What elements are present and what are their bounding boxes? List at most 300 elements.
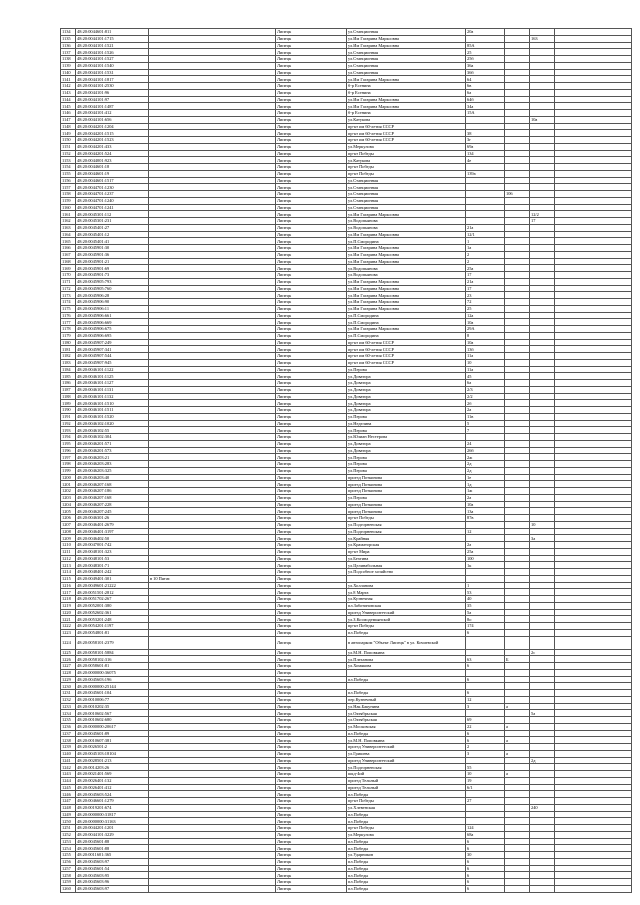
- table-row: [61, 184, 632, 191]
- street-cell: ул.Доватора: [347, 386, 466, 393]
- city-cell: Липецк: [276, 710, 347, 717]
- empty-cell: [555, 164, 632, 171]
- apartment-cell: [530, 177, 555, 184]
- table-row: [61, 696, 632, 703]
- street-cell: ул.П.Смородина: [347, 319, 466, 326]
- apartment-cell: [530, 845, 555, 852]
- empty-cell: [555, 865, 632, 872]
- street-cell: ул.П.Смородина: [347, 312, 466, 319]
- note-cell: [149, 184, 276, 191]
- city-cell: Липецк: [276, 184, 347, 191]
- empty-cell: [555, 170, 632, 177]
- empty-cell: [555, 326, 632, 333]
- row-number-cell: 1205: [61, 508, 76, 515]
- cadastral-number-cell: 48:20:0045906:675: [76, 326, 149, 333]
- row-number-cell: 1260: [61, 885, 76, 892]
- note-cell: [149, 56, 276, 63]
- table-row: [61, 224, 632, 231]
- apartment-cell: [530, 616, 555, 623]
- building-cell: [505, 143, 530, 150]
- note-cell: [149, 515, 276, 522]
- note-cell: [149, 265, 276, 272]
- street-cell: ул.Им Гагарина Марксовна: [347, 258, 466, 265]
- table-row: [61, 393, 632, 400]
- city-cell: Липецк: [276, 515, 347, 522]
- empty-cell: [555, 656, 632, 663]
- apartment-cell: [530, 380, 555, 387]
- empty-cell: [555, 771, 632, 778]
- row-number-cell: 1248: [61, 804, 76, 811]
- note-cell: [149, 400, 276, 407]
- cadastral-number-cell: 48:20:0044101:1540: [76, 62, 149, 69]
- apartment-cell: [530, 76, 555, 83]
- house-number-cell: [466, 197, 505, 204]
- row-number-cell: 1171: [61, 278, 76, 285]
- building-cell: [505, 312, 530, 319]
- table-row: [61, 858, 632, 865]
- city-cell: Липецк: [276, 852, 347, 859]
- building-cell: [505, 218, 530, 225]
- note-cell: [149, 69, 276, 76]
- street-cell: б-р Есенина: [347, 83, 466, 90]
- building-cell: [505, 676, 530, 683]
- row-number-cell: 1182: [61, 353, 76, 360]
- cadastral-number-cell: 48:20:0045905:793: [76, 278, 149, 285]
- house-number-cell: 25а: [466, 548, 505, 555]
- apartment-cell: [530, 744, 555, 751]
- street-cell: пл.Победы: [347, 690, 466, 697]
- cadastral-number-cell: 48:20:0046102:1020: [76, 420, 149, 427]
- empty-cell: [555, 811, 632, 818]
- building-cell: [505, 393, 530, 400]
- empty-cell: [555, 272, 632, 279]
- cadastral-number-cell: 48:20:0047001:742: [76, 542, 149, 549]
- empty-cell: [555, 96, 632, 103]
- empty-cell: [555, 784, 632, 791]
- house-number-cell: 63: [466, 656, 505, 663]
- city-cell: Липецк: [276, 535, 347, 542]
- empty-cell: [555, 339, 632, 346]
- table-row: [61, 609, 632, 616]
- table-row: [61, 535, 632, 542]
- note-cell: [149, 872, 276, 879]
- apartment-cell: [530, 872, 555, 879]
- empty-cell: [555, 488, 632, 495]
- building-cell: [505, 852, 530, 859]
- street-cell: ул.Станционная: [347, 197, 466, 204]
- note-cell: [149, 596, 276, 603]
- table-row: [61, 407, 632, 414]
- note-cell: [149, 879, 276, 886]
- house-number-cell: 69: [466, 717, 505, 724]
- city-cell: Липецк: [276, 771, 347, 778]
- apartment-cell: [530, 481, 555, 488]
- city-cell: Липецк: [276, 116, 347, 123]
- note-cell: [149, 393, 276, 400]
- row-number-cell: 1188: [61, 393, 76, 400]
- row-number-cell: 1152: [61, 150, 76, 157]
- street-cell: ул.М.Н. Поповкина: [347, 737, 466, 744]
- house-number-cell: 7: [466, 427, 505, 434]
- city-cell: Липецк: [276, 596, 347, 603]
- city-cell: Липецк: [276, 413, 347, 420]
- house-number-cell: 134: [466, 150, 505, 157]
- cadastral-number-cell: 48:20:0045301:112: [76, 211, 149, 218]
- row-number-cell: 1256: [61, 858, 76, 865]
- street-cell: пр-кт им 60-летия СССР: [347, 130, 466, 137]
- table-row: [61, 474, 632, 481]
- apartment-cell: [530, 83, 555, 90]
- house-number-cell: [466, 204, 505, 211]
- street-cell: ул.Перова: [347, 366, 466, 373]
- house-number-cell: 8о: [466, 616, 505, 623]
- city-cell: Липецк: [276, 602, 347, 609]
- building-cell: а: [505, 703, 530, 710]
- empty-cell: [555, 258, 632, 265]
- building-cell: [505, 501, 530, 508]
- note-cell: [149, 825, 276, 832]
- building-cell: [505, 353, 530, 360]
- street-cell: ул.Перова: [347, 427, 466, 434]
- building-cell: [505, 623, 530, 630]
- street-cell: пл.Победы: [347, 818, 466, 825]
- building-cell: [505, 400, 530, 407]
- cadastral-number-cell: 48:20:0045901:21: [76, 258, 149, 265]
- note-cell: [149, 723, 276, 730]
- apartment-cell: 3а: [530, 535, 555, 542]
- building-cell: [505, 130, 530, 137]
- apartment-cell: [530, 305, 555, 312]
- apartment-cell: [530, 750, 555, 757]
- street-cell: ул.Меркулова: [347, 831, 466, 838]
- row-number-cell: 1174: [61, 299, 76, 306]
- cadastral-number-cell: 48:20:0054801:81: [76, 629, 149, 636]
- street-cell: ул.Московская: [347, 723, 466, 730]
- note-cell: [149, 346, 276, 353]
- empty-cell: [555, 669, 632, 676]
- building-cell: [505, 609, 530, 616]
- city-cell: Липецк: [276, 764, 347, 771]
- table-row: [61, 326, 632, 333]
- cadastral-number-cell: 48:20:0044101:656: [76, 116, 149, 123]
- city-cell: Липецк: [276, 467, 347, 474]
- city-cell: Липецк: [276, 170, 347, 177]
- city-cell: Липецк: [276, 373, 347, 380]
- apartment-cell: [530, 231, 555, 238]
- apartment-cell: [530, 831, 555, 838]
- house-number-cell: 35: [466, 602, 505, 609]
- row-number-cell: 1157: [61, 184, 76, 191]
- table-row: [61, 245, 632, 252]
- city-cell: Липецк: [276, 636, 347, 649]
- cadastral-number-cell: 48:20:0045906:695: [76, 332, 149, 339]
- house-number-cell: 85А: [466, 42, 505, 49]
- cadastral-number-cell: 48:20:0045401:41: [76, 238, 149, 245]
- empty-cell: [555, 501, 632, 508]
- row-number-cell: 1187: [61, 386, 76, 393]
- note-cell: [149, 258, 276, 265]
- note-cell: [149, 319, 276, 326]
- cadastral-number-cell: 48:20:0048101:323: [76, 548, 149, 555]
- house-number-cell: [466, 811, 505, 818]
- note-cell: [149, 454, 276, 461]
- building-cell: [505, 305, 530, 312]
- cadastral-number-cell: 48:20:0051702:267: [76, 596, 149, 603]
- empty-cell: [555, 359, 632, 366]
- table-row: [61, 434, 632, 441]
- table-row: [61, 191, 632, 198]
- note-cell: [149, 649, 276, 656]
- city-cell: Липецк: [276, 177, 347, 184]
- street-cell: ул.Им Гагарина Марксовна: [347, 42, 466, 49]
- building-cell: [505, 683, 530, 690]
- house-number-cell: 36а: [466, 62, 505, 69]
- empty-cell: [555, 62, 632, 69]
- street-cell: ул.Им Гагарина Марксовна: [347, 103, 466, 110]
- street-cell: пл.Победы: [347, 730, 466, 737]
- cadastral-number-cell: 48:20:0046401:2679: [76, 521, 149, 528]
- city-cell: Липецк: [276, 110, 347, 117]
- city-cell: Липецк: [276, 319, 347, 326]
- table-row: [61, 669, 632, 676]
- empty-cell: [555, 683, 632, 690]
- table-row: [61, 623, 632, 630]
- cadastral-number-cell: 48:20:0044701:1230: [76, 184, 149, 191]
- building-cell: [505, 757, 530, 764]
- cadastral-number-cell: 48:20:0045905:760: [76, 285, 149, 292]
- street-cell: проезд Университетский: [347, 744, 466, 751]
- apartment-cell: [530, 258, 555, 265]
- note-cell: [149, 623, 276, 630]
- building-cell: [505, 211, 530, 218]
- city-cell: Липецк: [276, 292, 347, 299]
- building-cell: [505, 184, 530, 191]
- city-cell: Липецк: [276, 211, 347, 218]
- city-cell: Липецк: [276, 777, 347, 784]
- table-row: [61, 494, 632, 501]
- city-cell: Липецк: [276, 353, 347, 360]
- street-cell: пл.Победы: [347, 879, 466, 886]
- cadastral-number-cell: 48:20:0045601:54: [76, 865, 149, 872]
- house-number-cell: 6: [466, 865, 505, 872]
- street-cell: ул.Станционная: [347, 184, 466, 191]
- row-number-cell: 1186: [61, 380, 76, 387]
- cadastral-number-cell: 48:20:0044201:433: [76, 143, 149, 150]
- apartment-cell: [530, 353, 555, 360]
- empty-cell: [555, 56, 632, 63]
- apartment-cell: [530, 245, 555, 252]
- apartment-cell: [530, 669, 555, 676]
- empty-cell: [555, 332, 632, 339]
- apartment-cell: [530, 542, 555, 549]
- house-number-cell: 21а: [466, 278, 505, 285]
- house-number-cell: 8: [466, 332, 505, 339]
- street-cell: ул.Подсобное хозяйство: [347, 569, 466, 576]
- cadastral-number-cell: 48:20:0044601:811: [76, 29, 149, 36]
- cadastral-number-cell: 48:20:0044101:1817: [76, 76, 149, 83]
- row-number-cell: 1196: [61, 447, 76, 454]
- empty-cell: [555, 602, 632, 609]
- note-cell: [149, 130, 276, 137]
- house-number-cell: 25б: [466, 56, 505, 63]
- city-cell: Липецк: [276, 656, 347, 663]
- house-number-cell: 4е: [466, 157, 505, 164]
- table-row: [61, 420, 632, 427]
- building-cell: [505, 272, 530, 279]
- city-cell: Липецк: [276, 224, 347, 231]
- apartment-cell: [530, 224, 555, 231]
- note-cell: [149, 798, 276, 805]
- row-number-cell: 1237: [61, 730, 76, 737]
- street-cell: ул.Доватора: [347, 400, 466, 407]
- cadastral-number-cell: 48:20:0058101:2379: [76, 636, 149, 649]
- house-number-cell: [466, 791, 505, 798]
- apartment-cell: [530, 696, 555, 703]
- apartment-cell: [530, 454, 555, 461]
- house-number-cell: 11а: [466, 353, 505, 360]
- street-cell: ул.Станционная: [347, 56, 466, 63]
- building-cell: [505, 123, 530, 130]
- table-row: [61, 602, 632, 609]
- empty-cell: [555, 764, 632, 771]
- cadastral-number-cell: 48:20:0044601:1517: [76, 177, 149, 184]
- row-number-cell: 1179: [61, 332, 76, 339]
- building-cell: [505, 825, 530, 832]
- street-cell: ул.Им Гагарина Марксовна: [347, 96, 466, 103]
- empty-cell: [555, 690, 632, 697]
- row-number-cell: 1229: [61, 676, 76, 683]
- note-cell: [149, 366, 276, 373]
- building-cell: а: [505, 723, 530, 730]
- building-cell: [505, 744, 530, 751]
- apartment-cell: [530, 879, 555, 886]
- row-number-cell: 1232: [61, 696, 76, 703]
- building-cell: [505, 62, 530, 69]
- city-cell: Липецк: [276, 89, 347, 96]
- building-cell: [505, 299, 530, 306]
- building-cell: [505, 784, 530, 791]
- house-number-cell: 6: [466, 838, 505, 845]
- row-number-cell: 1244: [61, 777, 76, 784]
- note-cell: [149, 616, 276, 623]
- cadastral-number-cell: 48:20:0010006:77: [76, 696, 149, 703]
- building-cell: [505, 649, 530, 656]
- empty-cell: [555, 251, 632, 258]
- building-cell: [505, 110, 530, 117]
- row-number-cell: 1165: [61, 238, 76, 245]
- house-number-cell: 13а: [466, 508, 505, 515]
- cadastral-number-cell: 48:20:0045401:27: [76, 224, 149, 231]
- building-cell: [505, 872, 530, 879]
- building-cell: [505, 589, 530, 596]
- apartment-cell: [530, 49, 555, 56]
- cadastral-number-cell: 48:20:0045906:669: [76, 319, 149, 326]
- apartment-cell: [530, 346, 555, 353]
- table-row: [61, 339, 632, 346]
- city-cell: Липецк: [276, 427, 347, 434]
- note-cell: [149, 76, 276, 83]
- note-cell: [149, 602, 276, 609]
- city-cell: Липецк: [276, 454, 347, 461]
- apartment-cell: [530, 683, 555, 690]
- house-number-cell: 2а: [466, 542, 505, 549]
- apartment-cell: [530, 656, 555, 663]
- apartment-cell: [530, 811, 555, 818]
- street-cell: [347, 683, 466, 690]
- street-cell: пр-кт Мира: [347, 548, 466, 555]
- street-cell: пл.Победы: [347, 845, 466, 852]
- building-cell: [505, 386, 530, 393]
- apartment-cell: [530, 251, 555, 258]
- note-cell: [149, 359, 276, 366]
- cadastral-number-cell: 48:20:0028501:213: [76, 757, 149, 764]
- table-row: [61, 380, 632, 387]
- apartment-cell: [530, 150, 555, 157]
- row-number-cell: 1221: [61, 616, 76, 623]
- building-cell: [505, 251, 530, 258]
- street-cell: ул.Доватора: [347, 373, 466, 380]
- building-cell: [505, 602, 530, 609]
- table-row: [61, 683, 632, 690]
- row-number-cell: 1201: [61, 481, 76, 488]
- row-number-cell: 1154: [61, 164, 76, 171]
- row-number-cell: 1185: [61, 373, 76, 380]
- city-cell: Липецк: [276, 737, 347, 744]
- building-cell: [505, 831, 530, 838]
- building-cell: а: [505, 750, 530, 757]
- note-cell: [149, 413, 276, 420]
- empty-cell: [555, 76, 632, 83]
- note-cell: [149, 434, 276, 441]
- row-number-cell: 1148: [61, 123, 76, 130]
- note-cell: [149, 467, 276, 474]
- row-number-cell: 1239: [61, 744, 76, 751]
- building-cell: [505, 285, 530, 292]
- row-number-cell: 1151: [61, 143, 76, 150]
- cadastral-number-cell: 48:20:0058101:5884: [76, 649, 149, 656]
- house-number-cell: [466, 757, 505, 764]
- table-row: [61, 103, 632, 110]
- street-cell: пр-кт им 60-летия СССР: [347, 123, 466, 130]
- street-cell: проезд Поткинова: [347, 501, 466, 508]
- row-number-cell: 1253: [61, 838, 76, 845]
- table-row: [61, 791, 632, 798]
- street-cell: ул.Им Гагарина Марксовна: [347, 285, 466, 292]
- house-number-cell: 2б: [466, 400, 505, 407]
- note-cell: [149, 326, 276, 333]
- table-row: [61, 690, 632, 697]
- empty-cell: [555, 723, 632, 730]
- note-cell: [149, 204, 276, 211]
- row-number-cell: 1217: [61, 589, 76, 596]
- note-cell: [149, 656, 276, 663]
- note-cell: [149, 771, 276, 778]
- house-number-cell: [466, 804, 505, 811]
- cadastral-number-cell: 48:20:0045601:88: [76, 845, 149, 852]
- cadastral-number-cell: 48:20:0045603:96: [76, 879, 149, 886]
- city-cell: Липецк: [276, 272, 347, 279]
- house-number-cell: 6: [466, 845, 505, 852]
- street-cell: пл.Победы: [347, 865, 466, 872]
- city-cell: Липецк: [276, 238, 347, 245]
- building-cell: [505, 555, 530, 562]
- cadastral-number-cell: 48:20:0045603:95: [76, 872, 149, 879]
- house-number-cell: 12: [466, 528, 505, 535]
- street-cell: ул.Водопьянова: [347, 224, 466, 231]
- empty-cell: [555, 818, 632, 825]
- table-row: [61, 488, 632, 495]
- note-cell: [149, 177, 276, 184]
